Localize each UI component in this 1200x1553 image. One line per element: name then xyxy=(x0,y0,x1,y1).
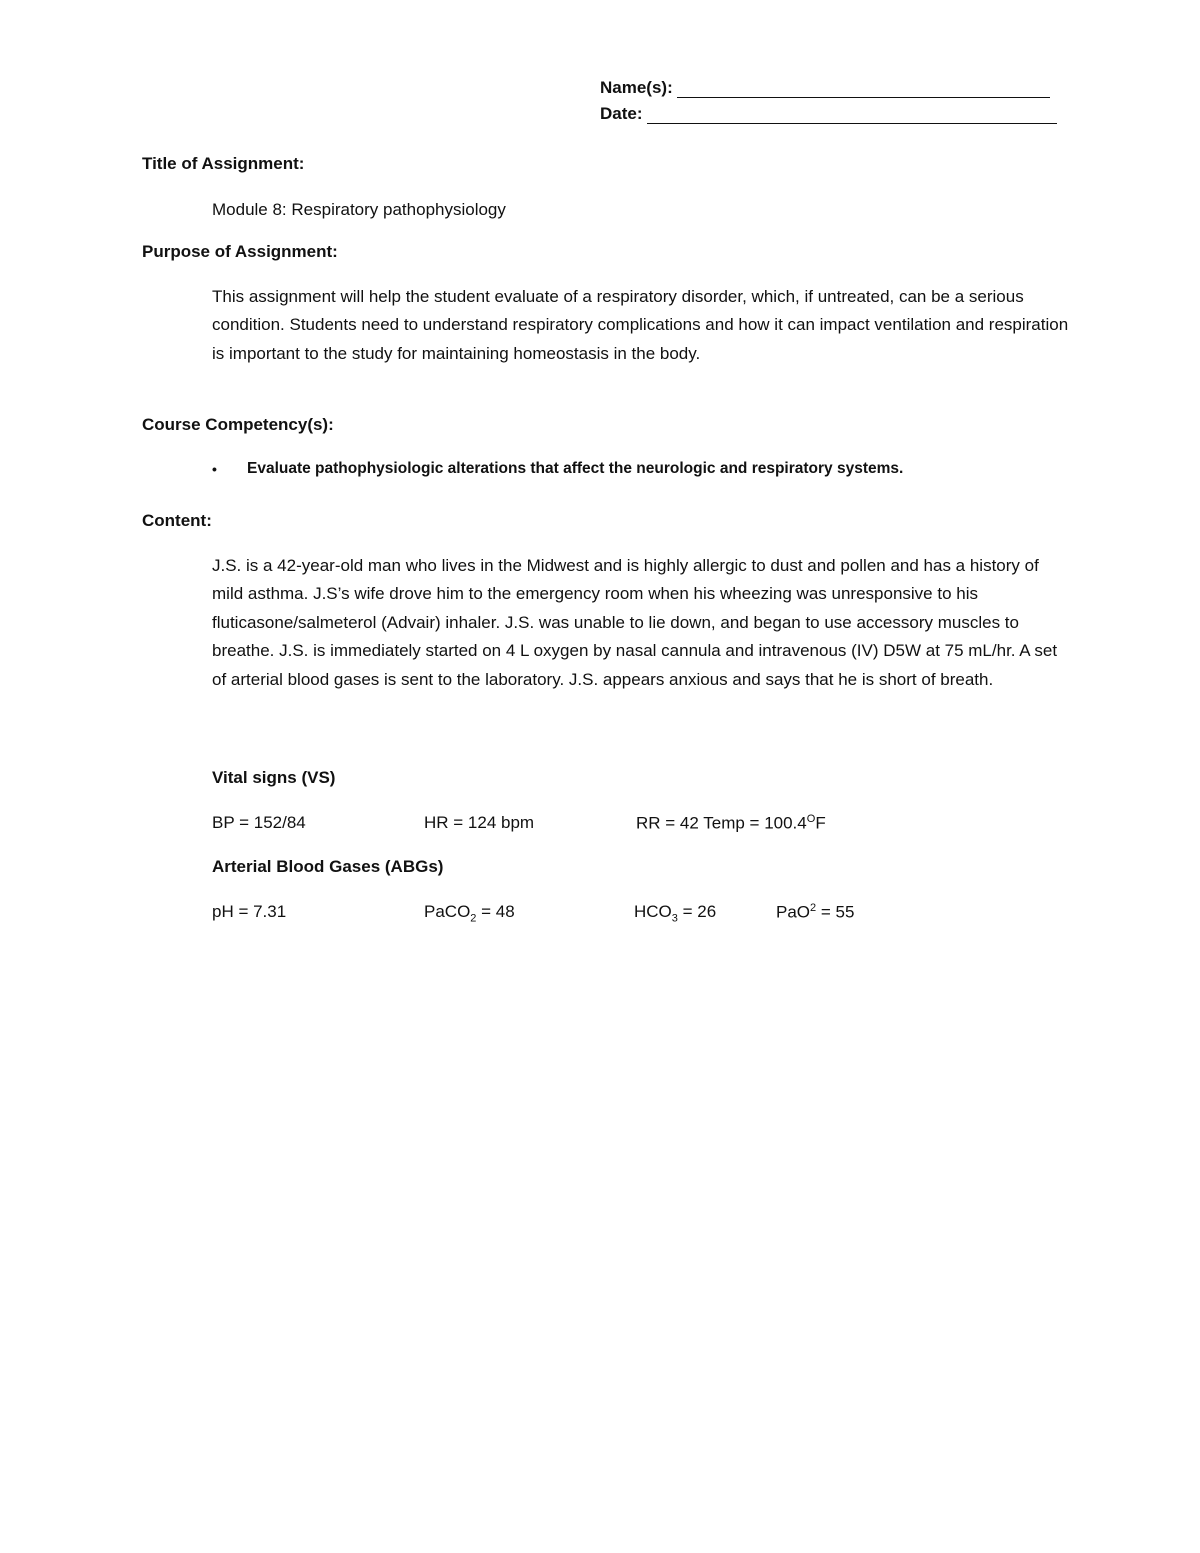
rr-temp-value xyxy=(636,813,826,834)
temp-unit: F xyxy=(815,813,826,833)
date-blank-line xyxy=(647,105,1057,124)
hco3-sub: 3 xyxy=(671,912,678,925)
names-row xyxy=(600,78,1050,98)
paco2-sub: 2 xyxy=(470,912,477,925)
competency-heading: Course Competency(s): xyxy=(142,415,334,434)
date-row xyxy=(600,104,1057,124)
competency-list xyxy=(212,460,903,478)
paco2-label: PaCO xyxy=(424,902,471,921)
pao2-label: PaO xyxy=(776,902,811,922)
names-blank-line xyxy=(677,79,1050,98)
hr-value: HR = 124 bpm xyxy=(424,813,535,832)
pao2-number: = 55 xyxy=(816,902,855,922)
ph-value: pH = 7.31 xyxy=(212,902,287,921)
paco2-value xyxy=(424,902,515,924)
purpose-heading: Purpose of Assignment: xyxy=(142,242,338,261)
assignment-title: Module 8: Respiratory pathophysiology xyxy=(212,200,506,219)
competency-text: Evaluate pathophysiologic alterations that affect the neurologic and respiratory systems. xyxy=(247,460,904,477)
hco3-number: = 26 xyxy=(677,902,717,921)
content-heading: Content: xyxy=(142,511,212,530)
names-label: Name(s): xyxy=(600,78,673,97)
abg-heading: Arterial Blood Gases (ABGs) xyxy=(212,857,444,876)
pao2-value xyxy=(776,902,854,923)
content-paragraph: J.S. is a 42-year-old man who lives in the Midwest and is highly allergic to dust and pollen and has a history of mild asthma. J.S’s wife drove him to the emergency room when his wheezing was unresponsive to his fluticasone/salmeterol (Advair) inhaler. J.S. was unable to lie down, and began to use accessory muscles to breathe. J.S. is immediately started on 4 L oxygen by nasal cannula and intravenous (IV) D5W at 75 mL/hr. A set of arterial blood gases is sent to the laboratory. J.S. appears anxious and says that he is short of breath. xyxy=(212,556,1058,689)
degree-sup: O xyxy=(806,813,816,825)
hco3-label: HCO xyxy=(634,902,672,921)
date-label: Date: xyxy=(600,104,643,123)
purpose-paragraph: This assignment will help the student evaluate of a respiratory disorder, which, if untreated, can be a serious condition. Students need to understand respiratory complications and how it can impact ventilation and respiration is important to the study for maintaining homeostasis in the body. xyxy=(212,287,1069,363)
paco2-number: = 48 xyxy=(476,902,515,921)
rr-temp-text: RR = 42 Temp = 100.4 xyxy=(636,813,807,833)
vitals-heading: Vital signs (VS) xyxy=(212,768,336,787)
hco3-value xyxy=(634,902,716,924)
bullet-icon: • xyxy=(212,461,217,477)
list-item xyxy=(212,460,903,478)
title-heading: Title of Assignment: xyxy=(142,154,305,173)
bp-value: BP = 152/84 xyxy=(212,813,306,832)
pao2-sup: 2 xyxy=(810,902,817,914)
